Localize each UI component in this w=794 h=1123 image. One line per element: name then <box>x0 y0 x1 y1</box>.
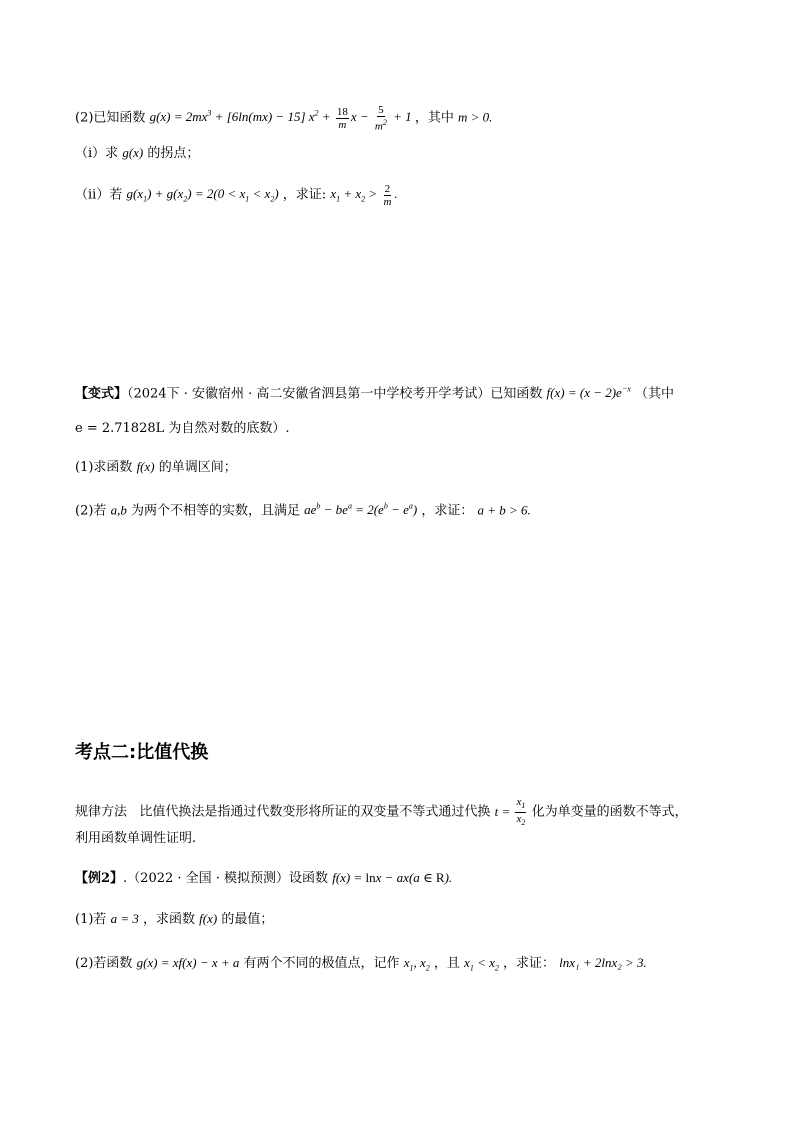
example2-q1-a: (1)若 <box>75 912 107 927</box>
g-of-x: g(x) <box>122 145 144 160</box>
variant-q2-b: 为两个不相等的实数，且满足 <box>130 503 300 519</box>
variant-source: （2024下 · 安徽宿州 · 高二安徽省泗县第一中学校考开学考试）已知函数 <box>127 386 543 402</box>
method-text: 比值代换法是指通过代数变形将所证的双变量不等式通过代换 <box>139 804 491 820</box>
example2-q2-c: ，且 <box>433 956 460 971</box>
part-ii-label: （ii）若 <box>75 187 123 203</box>
variant-tag: 【变式】 <box>75 386 128 402</box>
f-of-x: f(x) <box>136 459 155 474</box>
variant-q2-c: ，求证： <box>421 503 474 519</box>
ab-vars: a,b <box>110 502 127 518</box>
ratio-substitution: t = $\frac{x_1}{x_2}$ <box>494 796 526 828</box>
example2-q2-b: 有两个不同的极值点，记作 <box>243 956 400 971</box>
part-i-label: （i）求 <box>75 146 119 161</box>
problem-part-i <box>75 144 199 163</box>
variant-statement <box>75 381 674 403</box>
x1-x2-vars: $x_1$, $x_2$ <box>403 955 430 973</box>
f-of-x-2: f(x) <box>199 911 218 926</box>
variant-q2-a: (2)若 <box>75 503 107 519</box>
method-label: 规律方法 <box>75 804 128 820</box>
a-equals-3: a = 3 <box>110 911 139 926</box>
method-line1 <box>75 796 688 829</box>
example2-source: .（2022 · 全国 · 模拟预测）设函数 <box>123 871 329 886</box>
f-ln-formula: f(x) = lnx − ax(a ∈ R). <box>332 870 453 885</box>
variant-q2-d: a + b > 6. <box>477 502 531 518</box>
example2-q2-e: lnx₁ + 2lnx₂ > 3. <box>559 955 647 970</box>
e-definition: e = 2.71828L 为自然对数的底数）. <box>75 421 290 436</box>
method-tail: 化为单变量的函数不等式， <box>531 804 688 820</box>
example2-q1 <box>75 910 273 929</box>
variant-q2 <box>75 498 531 520</box>
example2-tag: 【例2】 <box>75 871 124 886</box>
example2-q1-b: ，求函数 <box>142 912 195 927</box>
variant-q1-a: (1)求函数 <box>75 460 133 475</box>
variant-q1-b: 的单调区间； <box>158 460 237 475</box>
prove-formula: $x_1 + x_2$ > $\frac{2}{m}$ . <box>330 183 398 208</box>
condition-prefix: ，其中 <box>414 110 454 126</box>
section-title: 考点二:比值代换 <box>75 742 209 763</box>
example2-statement <box>75 869 452 888</box>
condition-m: m > 0. <box>458 109 493 125</box>
x1-lt-x2: $x_1 < x_2$ <box>464 955 499 973</box>
example2-q1-c: 的最值； <box>221 912 274 927</box>
example2-q2-a: (2)若函数 <box>75 956 133 971</box>
variant-q1 <box>75 458 237 477</box>
ab-equation: $ae^b - be^a = 2(e^b - e^a)$ <box>304 502 418 518</box>
condition-formula: $g(x_1) + g(x_2) = 2(0 < x_1 < x_2)$ <box>126 186 279 205</box>
g-function-formula: $g(x) = 2mx^3 + [6\ln(mx) - 15] x^2$ + $\frac{18}{m}$ x − $\frac{5}{m^2}$ + 1 <box>149 104 415 133</box>
part2-label: (2)已知函数 <box>75 110 146 126</box>
method-line2-text: 利用函数单调性证明. <box>75 831 197 846</box>
part-ii-text: ，求证: <box>282 187 327 203</box>
example2-q2-d: ，求证： <box>503 956 556 971</box>
g-xf-formula: g(x) = xf(x) − x + a <box>136 955 240 970</box>
part-i-text: 的拐点； <box>147 146 200 161</box>
problem-part2-statement <box>75 104 492 133</box>
f-function-formula: $f(x) = (x - 2)e^{-x}$ <box>546 385 631 401</box>
example2-q2 <box>75 954 647 978</box>
method-line2 <box>75 830 196 848</box>
variant-e-line <box>75 420 290 438</box>
problem-part-ii <box>75 183 398 209</box>
variant-tail: （其中 <box>634 386 674 402</box>
